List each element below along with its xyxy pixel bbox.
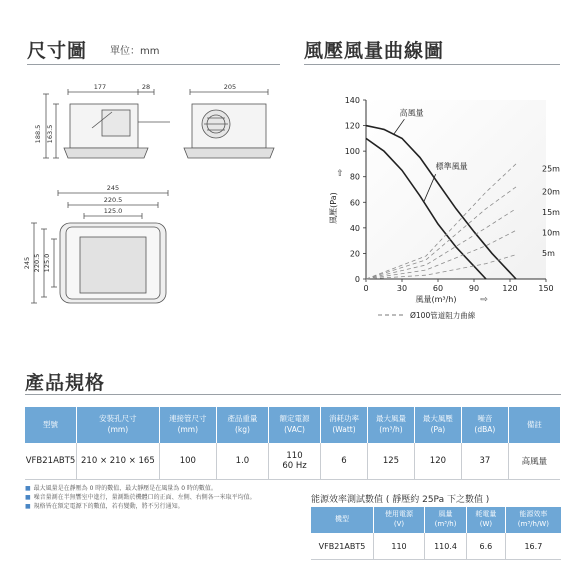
x-tick-label: 120 bbox=[502, 284, 518, 293]
spec-header: 安裝孔尺寸 (mm) bbox=[77, 407, 160, 443]
spec-header: 型號 bbox=[25, 407, 77, 443]
x-tick-label: 150 bbox=[538, 284, 554, 293]
spec-header: 額定電源 (VAC) bbox=[268, 407, 320, 443]
standard-flow-label: 標準風量 bbox=[435, 162, 468, 172]
spec-note: ■ 最大風量是在靜壓為 0 時的數值，最大靜壓是在風量為 0 時的數值。 bbox=[25, 485, 217, 492]
bottom-dim-w-inner: 125.0 bbox=[103, 207, 123, 215]
spec-header: 產品重量 (kg) bbox=[216, 407, 268, 443]
efficiency-header-row bbox=[311, 507, 561, 533]
efficiency-header: 耗電量 (W) bbox=[467, 507, 506, 533]
efficiency-header: 機型 bbox=[311, 507, 374, 533]
specs-rule bbox=[25, 394, 561, 395]
spec-cell: 110 60 Hz bbox=[268, 443, 320, 480]
y-tick-label: 40 bbox=[349, 223, 360, 233]
spec-note: ■ 噪音量測在半無響室中進行，量測點於機體口的正面、左側、右側各一米取平均值。 bbox=[25, 494, 256, 501]
y-tick-label: 60 bbox=[349, 198, 360, 208]
x-tick-label: 0 bbox=[363, 284, 369, 293]
efficiency-cell: VFB21ABT5 bbox=[311, 533, 374, 560]
efficiency-table bbox=[311, 507, 561, 560]
efficiency-title: 能源效率測試數值 ( 靜壓約 25Pa 下之數值 ) bbox=[311, 495, 490, 505]
spec-header: 最大風壓 (Pa) bbox=[414, 407, 461, 443]
y-tick-label: 20 bbox=[349, 249, 360, 259]
y-tick-label: 80 bbox=[349, 172, 360, 182]
dimensions-rule bbox=[27, 64, 280, 65]
duct-label: 5m bbox=[542, 248, 555, 258]
y-tick-label: 140 bbox=[344, 96, 360, 105]
spec-row bbox=[25, 443, 560, 480]
efficiency-header: 能源效率 (m³/h/W) bbox=[505, 507, 561, 533]
spec-note: ■ 規格皆在額定電源下的數值，若有變動，將不另行通知。 bbox=[25, 503, 184, 510]
bottom-dim-w-outer: 245 bbox=[106, 184, 120, 192]
efficiency-cell: 6.6 bbox=[467, 533, 506, 560]
y-tick-label: 100 bbox=[344, 147, 360, 157]
y-tick-label: 0 bbox=[354, 275, 360, 284]
unit-label: 單位：mm bbox=[110, 46, 160, 57]
spec-cell: 1.0 bbox=[216, 443, 268, 480]
spec-table bbox=[25, 407, 560, 480]
y-tick-label: 120 bbox=[344, 121, 360, 131]
spec-cell: 100 bbox=[159, 443, 216, 480]
side-dim-left-a: 188.5 bbox=[34, 124, 42, 144]
efficiency-cell: 110 bbox=[374, 533, 425, 560]
efficiency-cell: 16.7 bbox=[505, 533, 561, 560]
curve-title: 風壓風量曲線圖 bbox=[304, 40, 445, 62]
efficiency-header: 風量 (m³/h) bbox=[425, 507, 467, 533]
duct-legend: Ø100管道阻力曲線 bbox=[410, 311, 476, 320]
spec-cell: 37 bbox=[461, 443, 508, 480]
duct-label: 25m bbox=[542, 164, 560, 174]
x-tick-label: 60 bbox=[432, 284, 444, 293]
bottom-view-drawing bbox=[20, 183, 180, 308]
bottom-dim-h-outer: 245 bbox=[23, 256, 31, 270]
side-dim-left-b: 163.5 bbox=[46, 124, 54, 144]
specs-title: 產品規格 bbox=[25, 372, 106, 394]
high-flow-label: 高風量 bbox=[399, 108, 424, 118]
front-dim-top: 205 bbox=[223, 83, 237, 91]
bottom-dim-w-mid: 220.5 bbox=[103, 196, 123, 204]
dimensions-title: 尺寸圖 bbox=[27, 40, 88, 62]
spec-notes bbox=[25, 484, 256, 511]
side-dim-a: 177 bbox=[93, 83, 107, 91]
y-axis-arrow: ⇧ bbox=[336, 169, 344, 179]
spec-cell: 高風量 bbox=[508, 443, 560, 480]
x-axis-arrow: ⇨ bbox=[480, 295, 488, 305]
efficiency-cell: 110.4 bbox=[425, 533, 467, 560]
front-view-drawing bbox=[178, 82, 288, 182]
spec-cell: 125 bbox=[367, 443, 414, 480]
bottom-dim-h-mid: 220.5 bbox=[33, 253, 41, 273]
side-view-drawing bbox=[20, 82, 180, 182]
x-tick-label: 90 bbox=[468, 284, 480, 293]
spec-header-row bbox=[25, 407, 560, 443]
bottom-dim-h-inner: 125.0 bbox=[43, 253, 51, 273]
duct-label: 20m bbox=[542, 187, 560, 197]
spec-cell: VFB21ABT5 bbox=[25, 443, 77, 480]
spec-cell: 120 bbox=[414, 443, 461, 480]
curve-rule bbox=[304, 64, 560, 65]
efficiency-row bbox=[311, 533, 561, 560]
side-dim-b: 28 bbox=[141, 83, 151, 91]
spec-header: 噪音 (dBA) bbox=[461, 407, 508, 443]
x-tick-label: 30 bbox=[396, 284, 408, 293]
spec-header: 備註 bbox=[508, 407, 560, 443]
spec-header: 消耗功率 (Watt) bbox=[321, 407, 368, 443]
spec-cell: 6 bbox=[321, 443, 368, 480]
chart-xlabel: 風量(m³/h) bbox=[415, 295, 457, 304]
spec-cell: 210 × 210 × 165 bbox=[77, 443, 160, 480]
spec-header: 連接管尺寸 (mm) bbox=[159, 407, 216, 443]
spec-header: 最大風量 (m³/h) bbox=[367, 407, 414, 443]
chart-ylabel: 風壓(Pa) bbox=[329, 192, 338, 224]
pressure-flow-chart bbox=[318, 88, 563, 328]
efficiency-header: 使用電源 (V) bbox=[374, 507, 425, 533]
duct-label: 10m bbox=[542, 228, 560, 238]
duct-label: 15m bbox=[542, 208, 560, 218]
